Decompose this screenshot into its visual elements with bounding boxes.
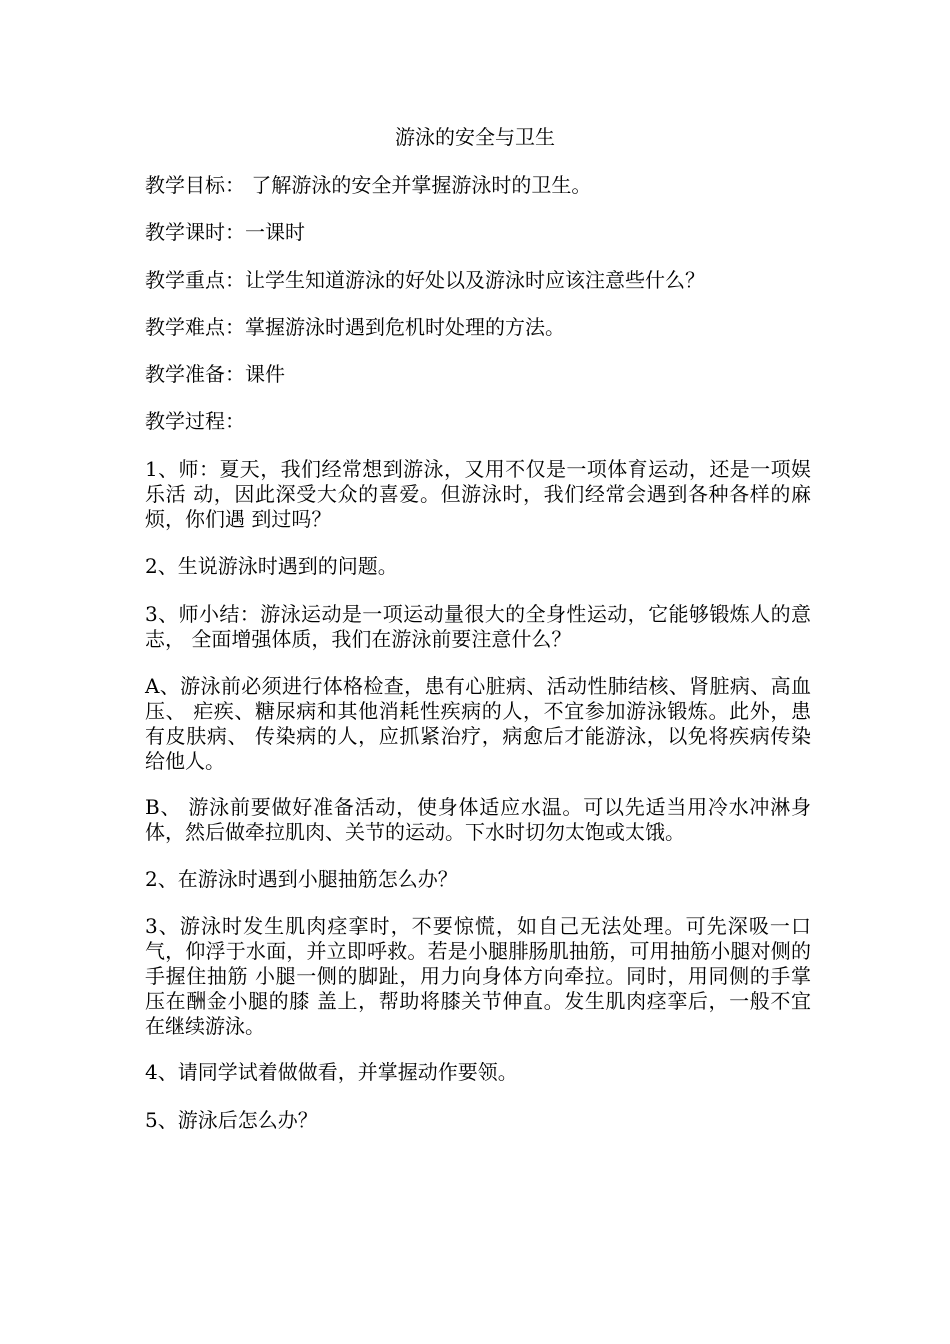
paragraph-item-b: B、 游泳前要做好准备活动，使身体适应水温。可以先适当用冷水冲淋身体，然后做牵拉肌肉、关节的运动。下水时切勿太饱或太饿。 [145, 795, 811, 844]
document-title: 游泳的安全与卫生 [395, 125, 555, 149]
teaching-preparation-line: 教学准备：课件 [145, 362, 285, 386]
teaching-goal-line: 教学目标： 了解游泳的安全并掌握游泳时的卫生。 [145, 173, 592, 197]
paragraph-teacher-intro: 1、师：夏天，我们经常想到游泳，又用不仅是一项体育运动，还是一项娱乐活 动，因此深受大众的喜爱。但游泳时，我们经常会遇到各种各样的麻烦，你们遇 到过吗？ [145, 457, 811, 531]
teaching-focus-line: 教学重点：让学生知道游泳的好处以及游泳时应该注意些什么？ [145, 268, 705, 292]
paragraph-cramp-handling: 3、游泳时发生肌肉痉挛时，不要惊慌，如自己无法处理。可先深吸一口气，仰浮于水面，并立即呼救。若是小腿腓肠肌抽筋，可用抽筋小腿对侧的手握住抽筋 小腿一侧的脚趾，用力向身体方向牵拉。同时，用同侧的手掌压在酬金小腿的膝 盖上，帮助将膝关节伸直。发生肌肉痉挛后，一般不宜在继续游泳。 [145, 914, 811, 1038]
teaching-hours-line: 教学课时：一课时 [145, 220, 305, 244]
paragraph-practice: 4、请同学试着做做看，并掌握动作要领。 [145, 1060, 518, 1084]
paragraph-cramp-question: 2、在游泳时遇到小腿抽筋怎么办？ [145, 867, 458, 891]
paragraph-item-a: A、游泳前必须进行体格检查，患有心脏病、活动性肺结核、肾脏病、高血压、 疟疾、糖尿病和其他消耗性疾病的人，不宜参加游泳锻炼。此外，患有皮肤病、 传染病的人，应抓紧治疗，病愈后才能游泳，以免将疾病传染给他人。 [145, 674, 811, 773]
paragraph-teacher-summary: 3、师小结：游泳运动是一项运动量很大的全身性运动，它能够锻炼人的意志， 全面增强体质，我们在游泳前要注意什么？ [145, 602, 811, 651]
teaching-process-line: 教学过程： [145, 409, 245, 433]
paragraph-after-swimming: 5、游泳后怎么办？ [145, 1108, 318, 1132]
paragraph-student-problems: 2、生说游泳时遇到的问题。 [145, 554, 398, 578]
teaching-difficulty-line: 教学难点：掌握游泳时遇到危机时处理的方法。 [145, 315, 565, 339]
